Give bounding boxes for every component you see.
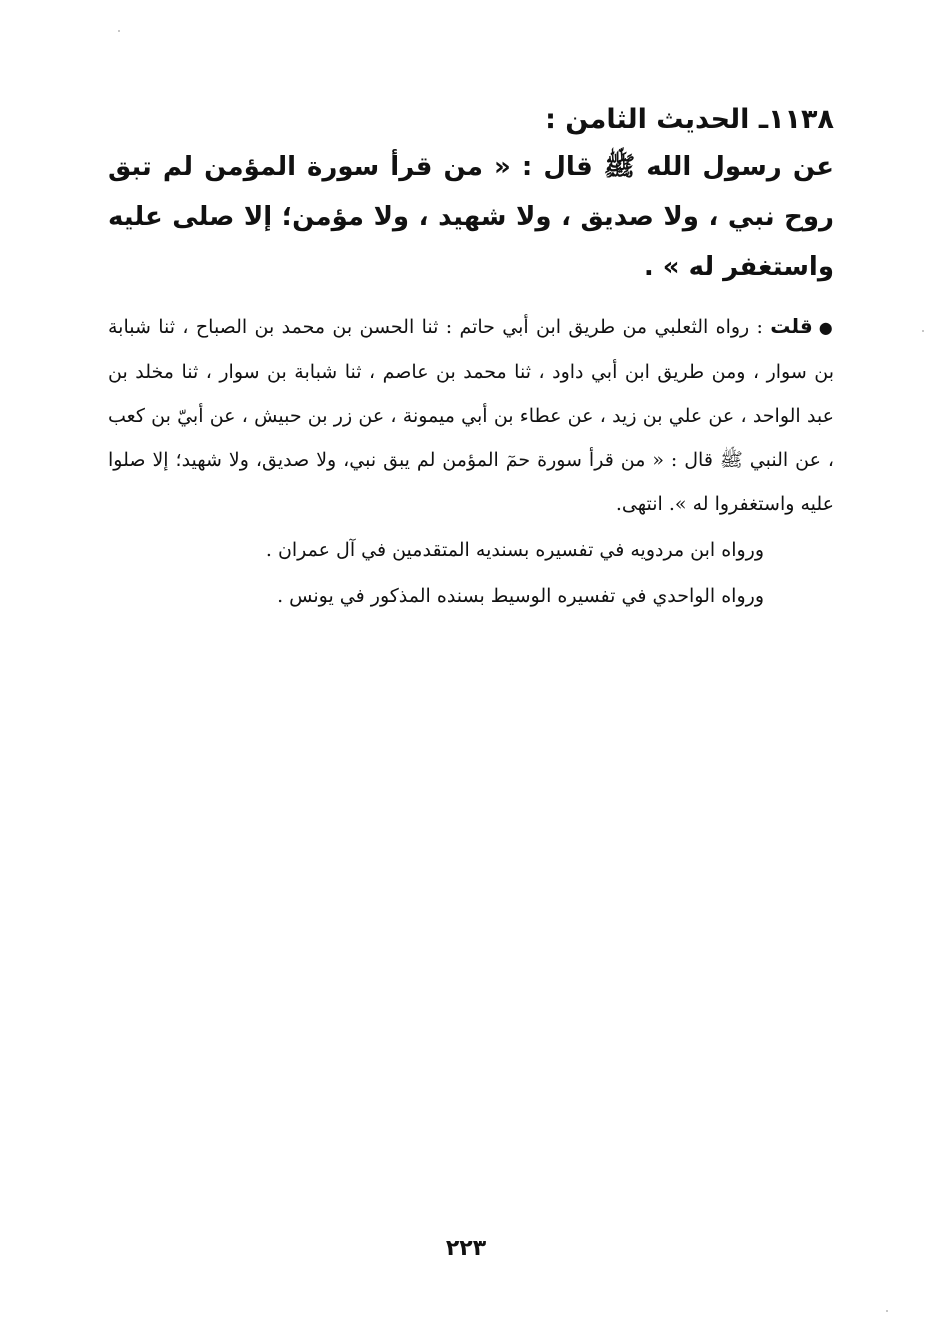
page-body xyxy=(108,98,834,618)
commentary-label: قلت xyxy=(770,314,813,338)
commentary-text: : رواه الثعلبي من طريق ابن أبي حاتم : ثنا الحسن بن محمد بن الصباح ، ثنا شبابة بن سوار ، ومن طريق ابن أبي داود ، ثنا محمد بن عاصم ، ثنا شبابة بن سوار ، ثنا مخلد بن عبد الواحد ، عن علي بن زيد ، عن عطاء بن أبي ميمونة ، عن زر بن حبيش ، عن أبيّ بن كعب ، عن النبي ﷺ قال : « من قرأ سورة حمٓ المؤمن لم يبق نبي، ولا صديق، ولا شهيد؛ إلا صلوا عليه واستغفروا له ». انتهى. xyxy=(108,316,834,515)
hadith-text: عن رسول الله ﷺ قال : « من قرأ سورة المؤمن لم تبق روح نبي ، ولا صديق ، ولا شهيد ، ولا مؤمن؛ إلا صلى عليه واستغفر له » . xyxy=(108,152,834,282)
page-number: ٢٢٣ xyxy=(445,1236,487,1261)
hadith-heading: ١١٣٨ـ الحديث الثامن : xyxy=(545,104,834,135)
scan-speck xyxy=(118,30,120,32)
bullet-icon: ● xyxy=(818,318,834,337)
note-ibn-mardawayh: ورواه ابن مردويه في تفسيره بسنديه المتقدمين في آل عمران . xyxy=(265,539,764,561)
commentary-paragraph xyxy=(108,304,834,526)
note-al-wahidi: ورواه الواحدي في تفسيره الوسيط بسنده المذكور في يونس . xyxy=(277,585,764,607)
scan-speck xyxy=(886,1310,888,1312)
scan-speck xyxy=(922,330,924,332)
